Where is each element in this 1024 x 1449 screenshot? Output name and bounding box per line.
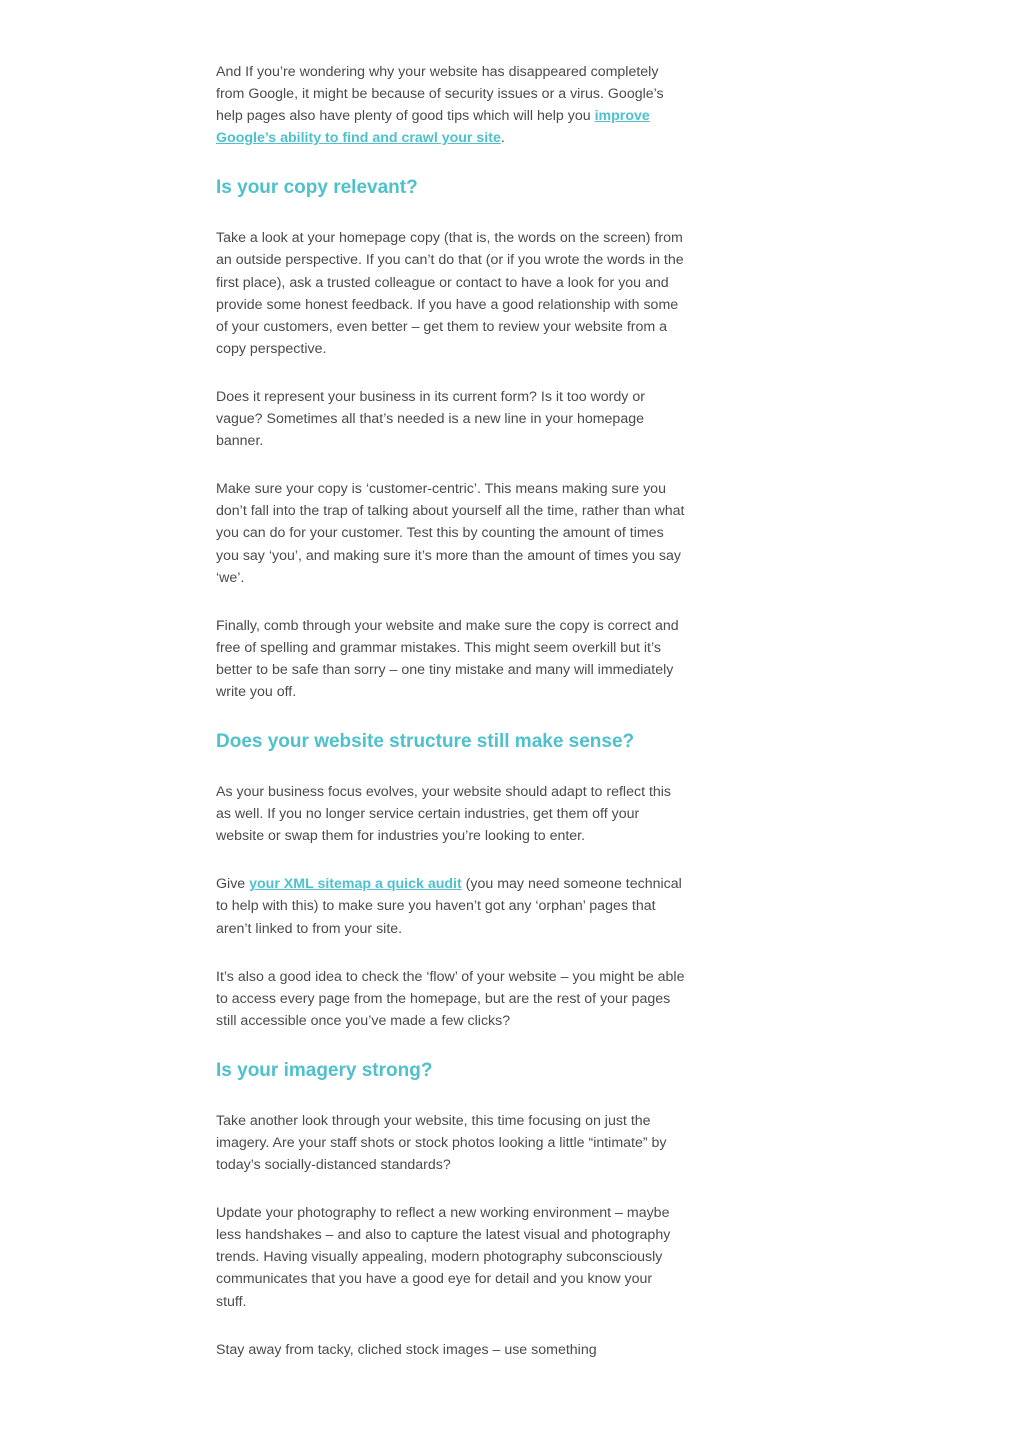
heading-imagery-strong: Is your imagery strong? xyxy=(216,1059,433,1081)
paragraph-customer-centric: Make sure your copy is ‘customer-centric’. This means making sure you don’t fall into the trap of talking about yourself all the time, rather than what you can do for your customer. Test this by counting the amount of times you say ‘you’, and making sure it’s more than the amount of times you say ‘we’. xyxy=(216,481,685,586)
heading-copy-relevant: Is your copy relevant? xyxy=(216,177,418,199)
paragraph-spelling-grammar: Finally, comb through your website and make sure the copy is correct and free of spelling and grammar mistakes. This might seem overkill but it’s better to be safe than sorry – one tiny mistake and many will immediately write you off. xyxy=(216,617,679,700)
paragraph-website-flow: It’s also a good idea to check the ‘flow’ of your website – you might be able to access every page from the homepage, but are the rest of your pages still accessible once you’ve made a few clicks? xyxy=(216,968,685,1029)
paragraph-homepage-copy: Take a look at your homepage copy (that is, the words on the screen) from an outside perspective. If you can’t do that (or if you wrote the words in the first place), ask a trusted colleague or contact to have a look for you and provide some honest feedback. If you have a good relationship with some of your customers, even better – get them to review your website from a copy perspective. xyxy=(216,230,684,357)
paragraph-represent-business: Does it represent your business in its current form? Is it too wordy or vague? Sometimes all that’s needed is a new line in your homepage banner. xyxy=(216,388,645,450)
heading-website-structure: Does your website structure still make sense? xyxy=(216,731,635,753)
xml-sitemap-audit-link[interactable]: your XML sitemap a quick audit xyxy=(249,876,462,893)
intro-paragraph xyxy=(216,61,686,149)
sitemap-text: Give xyxy=(216,876,250,893)
crawl-site-link[interactable]: improve Google’s ability to find and crawl your site xyxy=(216,108,650,147)
intro-text: And If you’re wondering why your website has disappeared completely from Google, it might be because of security issues or a virus. Google’s help pages also have plenty of good tips which will help you xyxy=(216,64,664,125)
paragraph-update-photography: Update your photography to reflect a new working environment – maybe less handshakes – and also to capture the latest visual and photography trends. Having visually appealing, modern photography subconsciously communicates that you have a good eye for detail and you know your stuff. xyxy=(216,1205,671,1310)
paragraph-business-focus: As your business focus evolves, your website should adapt to reflect this as well. If you no longer service certain industries, get them off your website or swap them for industries you’re looking to enter. xyxy=(216,784,672,845)
paragraph-imagery-review: Take another look through your website, this time focusing on just the imagery. Are your staff shots or stock photos looking a little “intimate” by today’s socially-distanced standards? xyxy=(216,1112,667,1174)
sitemap-text-end: (you may need someone technical to help with this) to make sure you haven’t got any ‘orphan’ pages that aren’t linked to from your site. xyxy=(216,876,682,937)
intro-text-end: . xyxy=(500,130,505,147)
paragraph-stock-images: Stay away from tacky, cliched stock images – use something xyxy=(216,1341,597,1358)
article-body xyxy=(216,61,686,1387)
paragraph-xml-sitemap xyxy=(216,873,686,939)
